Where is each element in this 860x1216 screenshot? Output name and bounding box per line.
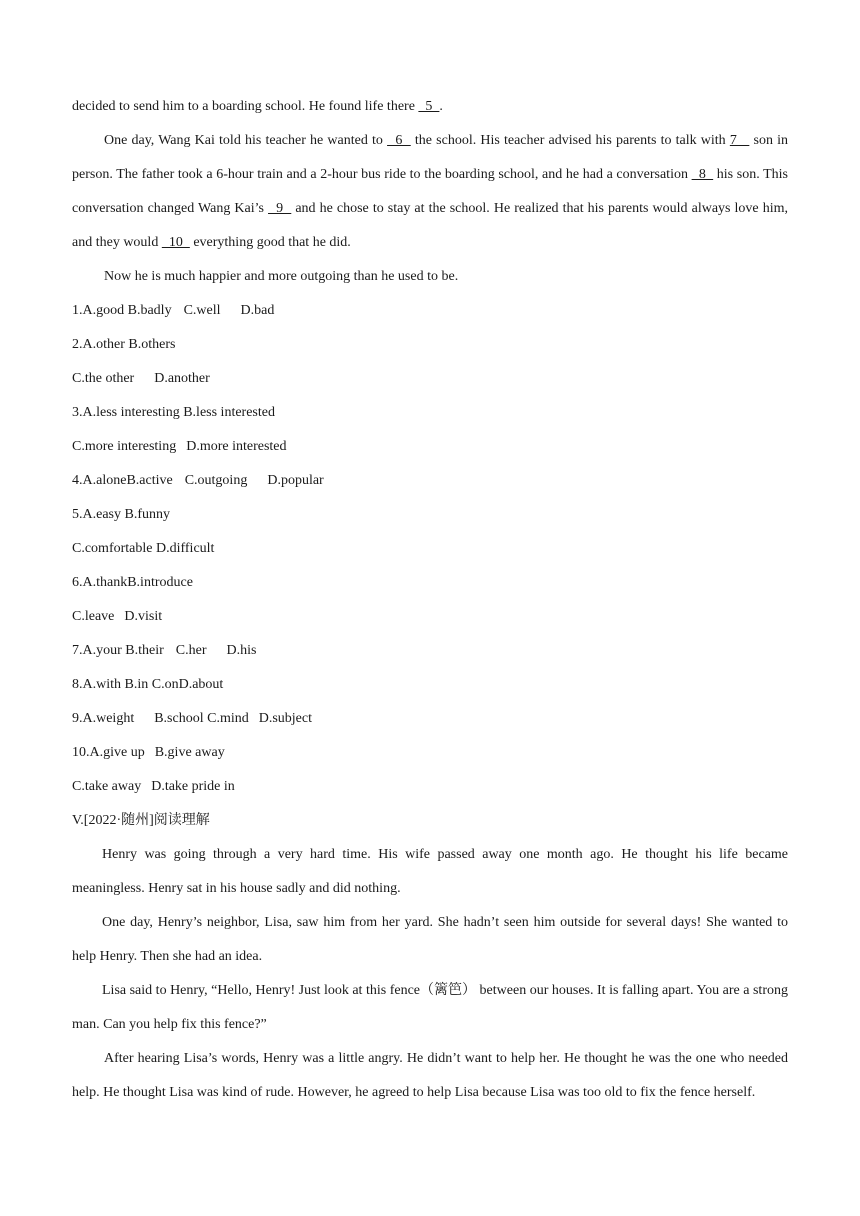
passage-paragraph-3: Now he is much happier and more outgoing than he used to be.: [104, 269, 459, 284]
question-8: 8.A.with B.in C.onD.about: [72, 677, 224, 692]
blank-5: 5: [418, 99, 440, 114]
question-6: 6.A.thankB.introduce: [72, 575, 193, 590]
question-9: 9.A.weight B.school C.mind D.subject: [72, 711, 312, 726]
question-10: 10.A.give up B.give away: [72, 745, 225, 760]
blank-6: 6: [387, 133, 411, 148]
question-3-cont: C.more interesting D.more interested: [72, 439, 287, 454]
question-5-cont: C.comfortable D.difficult: [72, 541, 215, 556]
question-10-cont: C.take away D.take pride in: [72, 779, 235, 794]
blank-8: 8: [691, 167, 714, 182]
blank-9: 9: [268, 201, 292, 216]
question-2: 2.A.other B.others: [72, 337, 176, 352]
question-4: 4.A.aloneB.active C.outgoing D.popular: [72, 473, 324, 488]
blank-7: 7: [729, 133, 750, 148]
passage-paragraph-1: decided to send him to a boarding school. He found life there 5 .: [72, 99, 443, 114]
reading-paragraph-2: One day, Henry’s neighbor, Lisa, saw him from her yard. She hadn’t seen him outside for several days! She wanted to help Henry. Then she had an idea.: [72, 915, 788, 964]
reading-paragraph-4: After hearing Lisa’s words, Henry was a little angry. He didn’t want to help her. He thought he was the one who needed help. He thought Lisa was kind of rude. However, he agreed to help Lisa because Lisa was too old to fix the fence herself.: [72, 1051, 788, 1100]
question-2-cont: C.the other D.another: [72, 371, 210, 386]
question-7: 7.A.your B.their C.her D.his: [72, 643, 257, 658]
reading-paragraph-3: Lisa said to Henry, “Hello, Henry! Just look at this fence（篱笆） between our houses. It is falling apart. You are a strong man. Can you help fix this fence?”: [72, 983, 788, 1032]
blank-10: 10: [161, 235, 190, 250]
passage-paragraph-2: One day, Wang Kai told his teacher he wanted to 6 the school. His teacher advised his parents to talk with 7 son in person. The father took a 6-hour train and a 2-hour bus ride to the boarding school, and he had a conversation 8 his son. This conversation changed Wang Kai’s 9 and he chose to stay at the school. He realized that his parents would always love him, and they would 10 everything good that he did.: [72, 133, 789, 250]
reading-paragraph-1: Henry was going through a very hard time. His wife passed away one month ago. He thought his life became meaningless. Henry sat in his house sadly and did nothing.: [72, 847, 788, 896]
document-page: [72, 90, 788, 1110]
question-6-cont: C.leave D.visit: [72, 609, 163, 624]
question-1: 1.A.good B.badly C.well D.bad: [72, 303, 275, 318]
question-5: 5.A.easy B.funny: [72, 507, 170, 522]
section-heading: V.[2022·随州]阅读理解: [72, 813, 210, 828]
question-3: 3.A.less interesting B.less interested: [72, 405, 275, 420]
